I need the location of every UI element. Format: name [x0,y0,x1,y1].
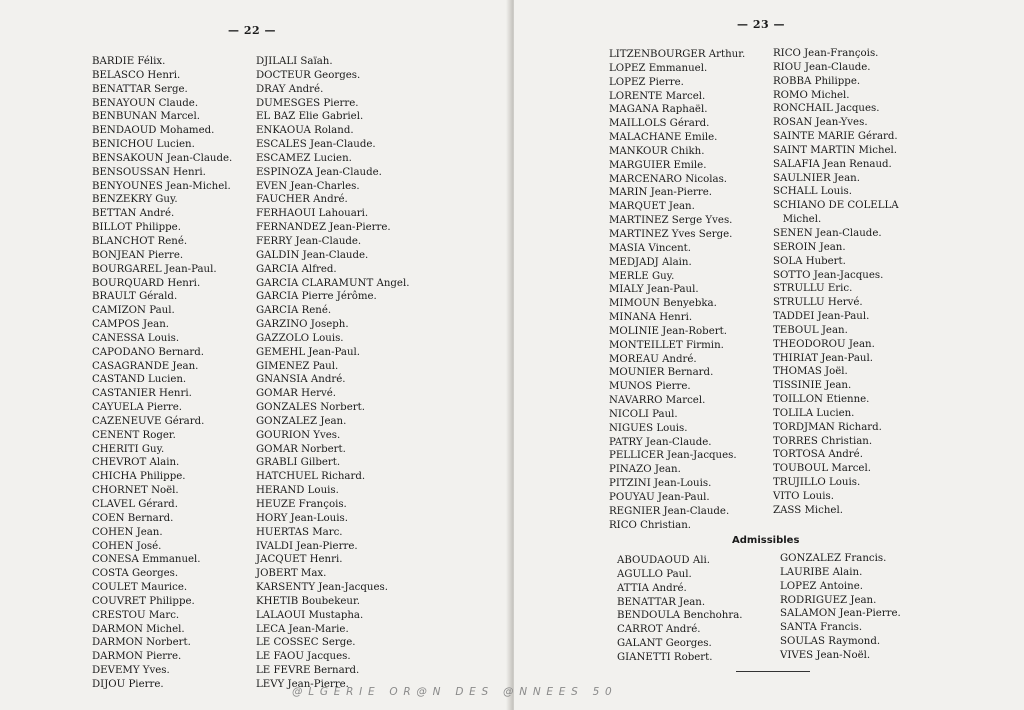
name-entry: GIANETTI Robert. [617,651,713,663]
name-entry: MARTINEZ Yves Serge. [609,228,733,240]
name-entry: BARDIE Félix. [92,56,166,67]
name-entry: HORY Jean-Louis. [256,512,348,524]
name-column-1 [92,55,232,692]
name-entry: CASTAND Lucien. [92,374,187,386]
name-entry: GIMENEZ Paul. [256,360,339,372]
name-entry: MUNOS Pierre. [609,381,691,393]
name-entry: DUMESGES Pierre. [256,97,359,109]
name-entry: CAMIZON Paul. [92,305,175,317]
name-entry: FERNANDEZ Jean-Pierre. [256,222,391,234]
name-entry: BOURQUARD Henri. [92,277,201,289]
name-entry: COUVRET Philippe. [92,595,195,607]
name-entry: RICO Jean-François. [773,48,879,59]
name-entry: CAZENEUVE Gérard. [92,415,205,427]
name-entry: MINANA Henri. [609,312,693,324]
name-entry: MANKOUR Chikh. [609,145,705,157]
name-entry: LEVY Jean-Pierre. [256,678,349,690]
name-entry: LORENTE Marcel. [609,90,706,102]
name-entry: AGULLO Paul. [617,568,692,580]
name-entry: MARTINEZ Serge Yves. [609,215,733,227]
name-entry: BOURGAREL Jean-Paul. [92,263,217,275]
closing-rule [736,671,810,672]
name-entry: BENAYOUN Claude. [92,97,199,109]
name-entry: CHORNET Noël. [92,485,179,497]
name-entry: RONCHAIL Jacques. [773,103,880,115]
name-entry: MAGANA Raphaël. [609,104,708,116]
name-entry: LOPEZ Pierre. [609,76,684,88]
name-entry: BELASCO Henri. [92,69,181,81]
name-entry: GOMAR Hervé. [256,388,336,400]
name-entry: LOPEZ Antoine. [780,580,863,592]
name-entry: MIMOUN Benyebka. [609,298,717,310]
name-entry: TADDEI Jean-Paul. [773,311,870,323]
name-entry: MIALY Jean-Paul. [609,284,699,296]
name-entry: TISSINIE Jean. [773,380,852,392]
name-entry: CLAVEL Gérard. [92,499,178,510]
name-entry: CAYUELA Pierre. [92,402,182,414]
name-entry: GARCIA Pierre Jérôme. [256,291,377,303]
name-entry: MARQUET Jean. [609,201,695,213]
admissibles-heading: Admissibles [732,535,800,546]
name-entry: LITZENBOURGER Arthur. [609,49,746,60]
name-entry: JOBERT Max. [256,568,327,580]
name-entry: COULET Maurice. [92,582,188,594]
name-entry: BRAULT Gérald. [92,291,178,303]
name-entry: KARSENTY Jean-Jacques. [256,582,388,594]
name-entry: BENSAKOUN Jean-Claude. [92,152,233,164]
name-entry: TORRES Christian. [773,435,873,447]
name-entry: GARCIA CLARAMUNT Angel. [256,277,410,289]
admissibles-column-1 [617,554,743,665]
name-entry: GONZALEZ Francis. [780,553,887,564]
name-entry: PELLICER Jean-Jacques. [609,450,737,462]
name-entry: ENKAOUA Roland. [256,125,354,137]
name-entry: MARCENARO Nicolas. [609,173,728,185]
name-entry: REGNIER Jean-Claude. [609,505,730,517]
name-entry: GONZALES Norbert. [256,402,365,414]
name-column-1 [609,48,745,533]
name-entry: BLANCHOT René. [92,235,188,247]
name-entry: TEBOUL Jean. [773,324,848,336]
name-entry: GARCIA Alfred. [256,263,337,275]
name-entry: LECA Jean-Marie. [256,623,349,635]
watermark-text: @ L G E R I E O R @ N D E S @ N N E E S 5 0 [292,686,613,698]
name-entry: GALDIN Jean-Claude. [256,249,369,261]
name-entry: Michel. [773,214,822,226]
name-entry: BENBUNAN Marcel. [92,111,200,123]
name-entry: LALAOUI Mustapha. [256,609,364,621]
name-entry: RICO Christian. [609,519,692,531]
name-entry: COHEN José. [92,540,162,552]
name-entry: TRUJILLO Louis. [773,477,861,489]
name-entry: EVEN Jean-Charles. [256,180,360,192]
name-entry: BENDAOUD Mohamed. [92,125,215,137]
name-entry: BENICHOU Lucien. [92,139,195,151]
name-entry: POUYAU Jean-Paul. [609,492,710,503]
name-entry: CHERITI Guy. [92,443,165,455]
name-entry: BETTAN André. [92,208,175,220]
name-entry: RODRIGUEZ Jean. [780,594,877,606]
name-entry: STRULLU Eric. [773,283,853,295]
name-entry: COSTA Georges. [92,568,179,580]
name-entry: GALANT Georges. [617,638,712,650]
name-entry: SAINT MARTIN Michel. [773,144,898,156]
name-entry: CONESA Emmanuel. [92,554,201,566]
name-entry: PINAZO Jean. [609,464,681,476]
name-entry: DARMON Norbert. [92,637,191,649]
name-entry: COHEN Jean. [92,526,163,538]
name-entry: LAURIBE Alain. [780,566,863,578]
name-entry: HUERTAS Marc. [256,526,343,538]
name-entry: SAINTE MARIE Gérard. [773,131,898,143]
name-entry: SALAFIA Jean Renaud. [773,158,892,170]
name-entry: BENYOUNES Jean-Michel. [92,180,231,192]
name-entry: DJILALI Saïah. [256,56,333,67]
name-entry: FERHAOUI Lahouari. [256,208,369,220]
name-entry: CENENT Roger. [92,429,176,441]
name-entry: BENZEKRY Guy. [92,194,178,206]
name-entry: PATRY Jean-Claude. [609,436,712,448]
page-number: — 22 — [228,24,276,37]
name-entry: TORTOSA André. [773,449,863,461]
name-entry: BENATTAR Jean. [617,596,706,608]
name-entry: GNANSIA André. [256,374,346,386]
name-entry: DARMON Pierre. [92,651,182,663]
name-entry: ROBBA Philippe. [773,75,861,87]
name-entry: ESPINOZA Jean-Claude. [256,166,382,178]
name-entry: ROMO Michel. [773,89,850,101]
name-entry: STRULLU Hervé. [773,297,863,309]
name-entry: THEODOROU Jean. [773,338,875,350]
name-entry: BENSOUSSAN Henri. [92,166,206,178]
page-number: — 23 — [737,18,785,31]
name-entry: THIRIAT Jean-Paul. [773,352,873,364]
name-entry: HERAND Louis. [256,485,339,497]
name-entry: JACQUET Henri. [256,554,343,566]
name-entry: GEMEHL Jean-Paul. [256,346,361,358]
name-entry: BILLOT Philippe. [92,222,181,234]
name-entry: ATTIA André. [617,582,687,594]
name-entry: MOUNIER Bernard. [609,367,714,379]
right-page [514,0,1024,710]
name-entry: IVALDI Jean-Pierre. [256,540,358,552]
name-entry: PITZINI Jean-Louis. [609,478,712,490]
name-entry: HEUZE François. [256,499,347,510]
name-entry: SOTTO Jean-Jacques. [773,269,884,281]
admissibles-column-2 [780,552,901,663]
name-entry: CHICHA Philippe. [92,471,186,483]
name-entry: SALAMON Jean-Pierre. [780,608,901,620]
name-column-2 [256,55,409,692]
name-entry: LE FAOU Jacques. [256,651,351,663]
name-entry: TORDJMAN Richard. [773,421,882,433]
name-entry: VITO Louis. [773,491,834,502]
name-entry: MEDJADJ Alain. [609,256,692,268]
name-entry: SCHALL Louis. [773,186,852,198]
name-entry: CANESSA Louis. [92,332,180,344]
name-entry: COEN Bernard. [92,512,174,524]
name-entry: GARCIA René. [256,305,332,317]
name-entry: TOLILA Lucien. [773,407,855,419]
name-entry: CAPODANO Bernard. [92,346,205,358]
name-entry: MERLE Guy. [609,270,675,282]
name-entry: MARGUIER Emile. [609,159,707,171]
name-entry: KHETIB Boubekeur. [256,595,360,607]
name-entry: HATCHUEL Richard. [256,471,366,483]
name-entry: NIGUES Louis. [609,422,688,434]
name-entry: DOCTEUR Georges. [256,69,361,81]
name-entry: SAULNIER Jean. [773,172,860,184]
left-page [0,0,510,710]
name-entry: ESCALES Jean-Claude. [256,139,376,151]
name-entry: CASTANIER Henri. [92,388,192,400]
name-entry: SOULAS Raymond. [780,636,881,648]
name-entry: RIOU Jean-Claude. [773,61,871,73]
name-entry: GARZINO Joseph. [256,319,349,331]
name-entry: ROSAN Jean-Yves. [773,117,868,129]
name-entry: NICOLI Paul. [609,408,678,420]
name-entry: CRESTOU Marc. [92,609,180,621]
name-entry: CARROT André. [617,624,701,636]
name-entry: MASIA Vincent. [609,242,692,254]
name-entry: TOILLON Etienne. [773,394,870,406]
name-entry: DARMON Michel. [92,623,185,635]
name-entry: BONJEAN Pierre. [92,249,184,261]
name-entry: MALACHANE Emile. [609,132,718,144]
name-entry: FERRY Jean-Claude. [256,235,362,247]
name-entry: DEVEMY Yves. [92,665,170,677]
name-entry: CAMPOS Jean. [92,319,169,331]
name-entry: BENATTAR Serge. [92,83,188,95]
name-entry: ESCAMEZ Lucien. [256,152,352,164]
name-entry: DRAY André. [256,83,324,95]
name-entry: ABOUDAOUD Ali. [617,555,710,566]
name-entry: VIVES Jean-Noël. [780,649,871,661]
name-entry: GRABLI Gilbert. [256,457,341,469]
name-entry: GONZALEZ Jean. [256,415,347,427]
name-entry: ZASS Michel. [773,504,843,516]
name-entry: FAUCHER André. [256,194,348,206]
name-entry: TOUBOUL Marcel. [773,463,871,475]
name-entry: MAILLOLS Gérard. [609,118,710,130]
name-entry: BENDOULA Benchohra. [617,610,743,622]
name-entry: SANTA Francis. [780,622,863,634]
name-entry: LE FEVRE Bernard. [256,665,360,677]
name-entry: DIJOU Pierre. [92,678,164,690]
name-entry: SEROIN Jean. [773,241,846,253]
name-entry: THOMAS Joël. [773,366,848,378]
name-entry: GAZZOLO Louis. [256,332,344,344]
name-entry: SOLA Hubert. [773,255,846,267]
name-entry: SENEN Jean-Claude. [773,227,882,239]
name-entry: NAVARRO Marcel. [609,395,706,407]
name-entry: SCHIANO DE COLELLA [773,200,899,212]
name-entry: GOMAR Norbert. [256,443,346,455]
name-column-2 [773,47,899,518]
name-entry: LOPEZ Emmanuel. [609,62,708,74]
name-entry: MOREAU André. [609,353,697,365]
name-entry: MOLINIE Jean-Robert. [609,325,727,337]
name-entry: LE COSSEC Serge. [256,637,356,649]
name-entry: CASAGRANDE Jean. [92,360,199,372]
name-entry: EL BAZ Elie Gabriel. [256,111,364,123]
name-entry: MONTEILLET Firmin. [609,339,724,351]
name-entry: MARIN Jean-Pierre. [609,187,712,199]
name-entry: GOURION Yves. [256,429,341,441]
name-entry: CHEVROT Alain. [92,457,180,469]
